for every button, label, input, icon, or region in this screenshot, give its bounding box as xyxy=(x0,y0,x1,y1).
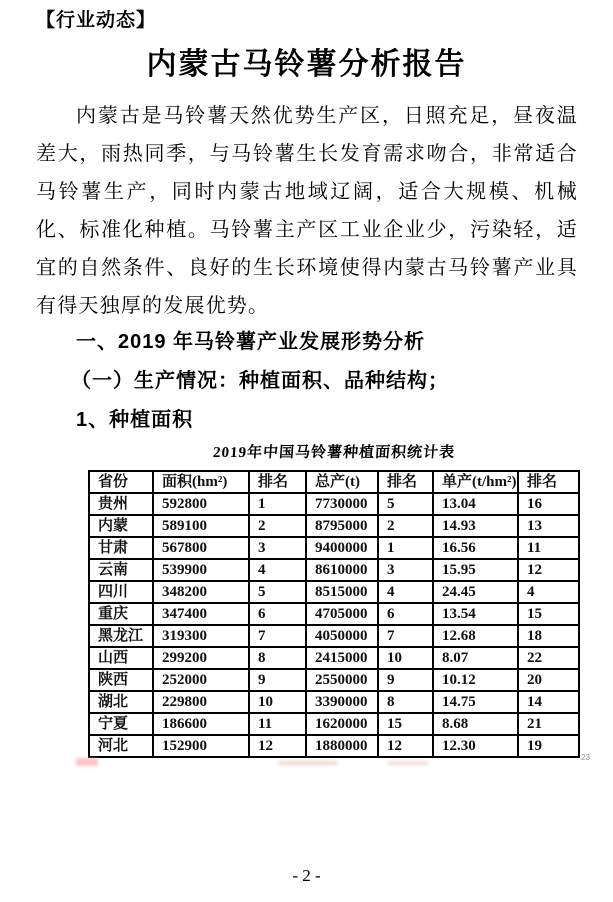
value-cell: 16.56 xyxy=(433,537,518,559)
value-cell: 589100 xyxy=(153,515,249,537)
value-cell: 12 xyxy=(378,735,433,757)
value-cell: 8610000 xyxy=(306,559,378,581)
value-cell: 592800 xyxy=(153,493,249,515)
value-cell: 8.68 xyxy=(433,713,518,735)
value-cell: 21 xyxy=(518,713,579,735)
value-cell: 347400 xyxy=(153,603,249,625)
table-title: 2019年中国马铃薯种植面积统计表 xyxy=(212,445,456,461)
value-cell: 13.04 xyxy=(433,493,518,515)
province-cell: 河北 xyxy=(89,735,153,757)
value-cell: 10.12 xyxy=(433,669,518,691)
value-cell: 4050000 xyxy=(306,625,378,647)
province-cell: 甘肃 xyxy=(89,537,153,559)
province-cell: 陕西 xyxy=(89,669,153,691)
province-cell: 山西 xyxy=(89,647,153,669)
value-cell: 7730000 xyxy=(306,493,378,515)
statistics-table-block xyxy=(88,444,590,762)
value-cell: 12 xyxy=(518,559,579,581)
column-header: 总产(t) xyxy=(306,471,378,493)
value-cell: 14 xyxy=(518,691,579,713)
value-cell: 5 xyxy=(378,493,433,515)
value-cell: 299200 xyxy=(153,647,249,669)
value-cell: 18 xyxy=(518,625,579,647)
value-cell: 1620000 xyxy=(306,713,378,735)
province-cell: 云南 xyxy=(89,559,153,581)
value-cell: 567800 xyxy=(153,537,249,559)
column-header: 排名 xyxy=(249,471,306,493)
value-cell: 11 xyxy=(249,713,306,735)
province-cell: 四川 xyxy=(89,581,153,603)
value-cell: 7 xyxy=(249,625,306,647)
value-cell: 14.93 xyxy=(433,515,518,537)
column-header: 单产(t/hm²) xyxy=(433,471,518,493)
scan-artifact-pink xyxy=(76,758,98,766)
heading-level-1: 一、2019 年马铃薯产业发展形势分析 xyxy=(76,331,426,353)
value-cell: 539900 xyxy=(153,559,249,581)
heading-level-3: 1、种植面积 xyxy=(76,409,194,431)
table-row xyxy=(89,669,579,691)
value-cell: 6 xyxy=(249,603,306,625)
value-cell: 4 xyxy=(518,581,579,603)
value-cell: 20 xyxy=(518,669,579,691)
table-row xyxy=(89,493,579,515)
value-cell: 19 xyxy=(518,735,579,757)
table-row xyxy=(89,603,579,625)
value-cell: 12.30 xyxy=(433,735,518,757)
column-header: 排名 xyxy=(378,471,433,493)
table-row xyxy=(89,691,579,713)
province-cell: 贵州 xyxy=(89,493,153,515)
value-cell: 4705000 xyxy=(306,603,378,625)
table-row xyxy=(89,515,579,537)
value-cell: 3390000 xyxy=(306,691,378,713)
value-cell: 2 xyxy=(249,515,306,537)
value-cell: 152900 xyxy=(153,735,249,757)
value-cell: 2415000 xyxy=(306,647,378,669)
province-cell: 宁夏 xyxy=(89,713,153,735)
table-row xyxy=(89,735,579,757)
value-cell: 13.54 xyxy=(433,603,518,625)
document-title: 内蒙古马铃薯分析报告 xyxy=(146,48,467,81)
value-cell: 9400000 xyxy=(306,537,378,559)
value-cell: 22 xyxy=(518,647,579,669)
value-cell: 6 xyxy=(378,603,433,625)
value-cell: 12.68 xyxy=(433,625,518,647)
province-cell: 重庆 xyxy=(89,603,153,625)
value-cell: 9 xyxy=(378,669,433,691)
value-cell: 5 xyxy=(249,581,306,603)
value-cell: 10 xyxy=(378,647,433,669)
province-cell: 湖北 xyxy=(89,691,153,713)
heading-level-2: （一）生产情况：种植面积、品种结构； xyxy=(71,370,449,392)
value-cell: 4 xyxy=(378,581,433,603)
table-row xyxy=(89,581,579,603)
table-row xyxy=(89,647,579,669)
value-cell: 8 xyxy=(249,647,306,669)
value-cell: 8.07 xyxy=(433,647,518,669)
province-cell: 内蒙 xyxy=(89,515,153,537)
value-cell: 16 xyxy=(518,493,579,515)
intro-paragraph: 内蒙古是马铃薯天然优势生产区，日照充足，昼夜温差大，雨热同季，与马铃薯生长发育需求吻合，非常适合马铃薯生产，同时内蒙古地域辽阔，适合大规模、机械化、标准化种植。马铃薯主产区工业企业少，污染轻，适宜的自然条件、良好的生长环境使得内蒙古马铃薯产业具有得天独厚的发展优势。 xyxy=(36,105,578,317)
value-cell: 1 xyxy=(378,537,433,559)
table-row xyxy=(89,537,579,559)
value-cell: 9 xyxy=(249,669,306,691)
value-cell: 24.45 xyxy=(433,581,518,603)
scan-artifact-red-1 xyxy=(278,761,338,765)
value-cell: 10 xyxy=(249,691,306,713)
value-cell: 2550000 xyxy=(306,669,378,691)
value-cell: 229800 xyxy=(153,691,249,713)
value-cell: 7 xyxy=(378,625,433,647)
table-row xyxy=(89,625,579,647)
value-cell: 8795000 xyxy=(306,515,378,537)
table-body xyxy=(89,493,579,757)
value-cell: 15 xyxy=(378,713,433,735)
value-cell: 15.95 xyxy=(433,559,518,581)
table-row xyxy=(89,559,579,581)
value-cell: 186600 xyxy=(153,713,249,735)
value-cell: 12 xyxy=(249,735,306,757)
page-number: - 2 - xyxy=(292,866,321,885)
value-cell: 2 xyxy=(378,515,433,537)
value-cell: 3 xyxy=(378,559,433,581)
value-cell: 252000 xyxy=(153,669,249,691)
value-cell: 15 xyxy=(518,603,579,625)
value-cell: 13 xyxy=(518,515,579,537)
value-cell: 348200 xyxy=(153,581,249,603)
column-header: 面积(hm²) xyxy=(153,471,249,493)
slide-page-number: 23 xyxy=(581,753,590,762)
value-cell: 1 xyxy=(249,493,306,515)
province-cell: 黑龙江 xyxy=(89,625,153,647)
value-cell: 8 xyxy=(378,691,433,713)
column-header: 省份 xyxy=(89,471,153,493)
scan-artifact-red-2 xyxy=(388,761,428,765)
value-cell: 11 xyxy=(518,537,579,559)
value-cell: 319300 xyxy=(153,625,249,647)
table-header-row xyxy=(89,471,579,493)
column-header: 排名 xyxy=(518,471,579,493)
value-cell: 14.75 xyxy=(433,691,518,713)
table-row xyxy=(89,713,579,735)
value-cell: 1880000 xyxy=(306,735,378,757)
value-cell: 8515000 xyxy=(306,581,378,603)
stats-table xyxy=(88,470,580,758)
value-cell: 3 xyxy=(249,537,306,559)
value-cell: 4 xyxy=(249,559,306,581)
section-tag: 【行业动态】 xyxy=(36,10,157,31)
